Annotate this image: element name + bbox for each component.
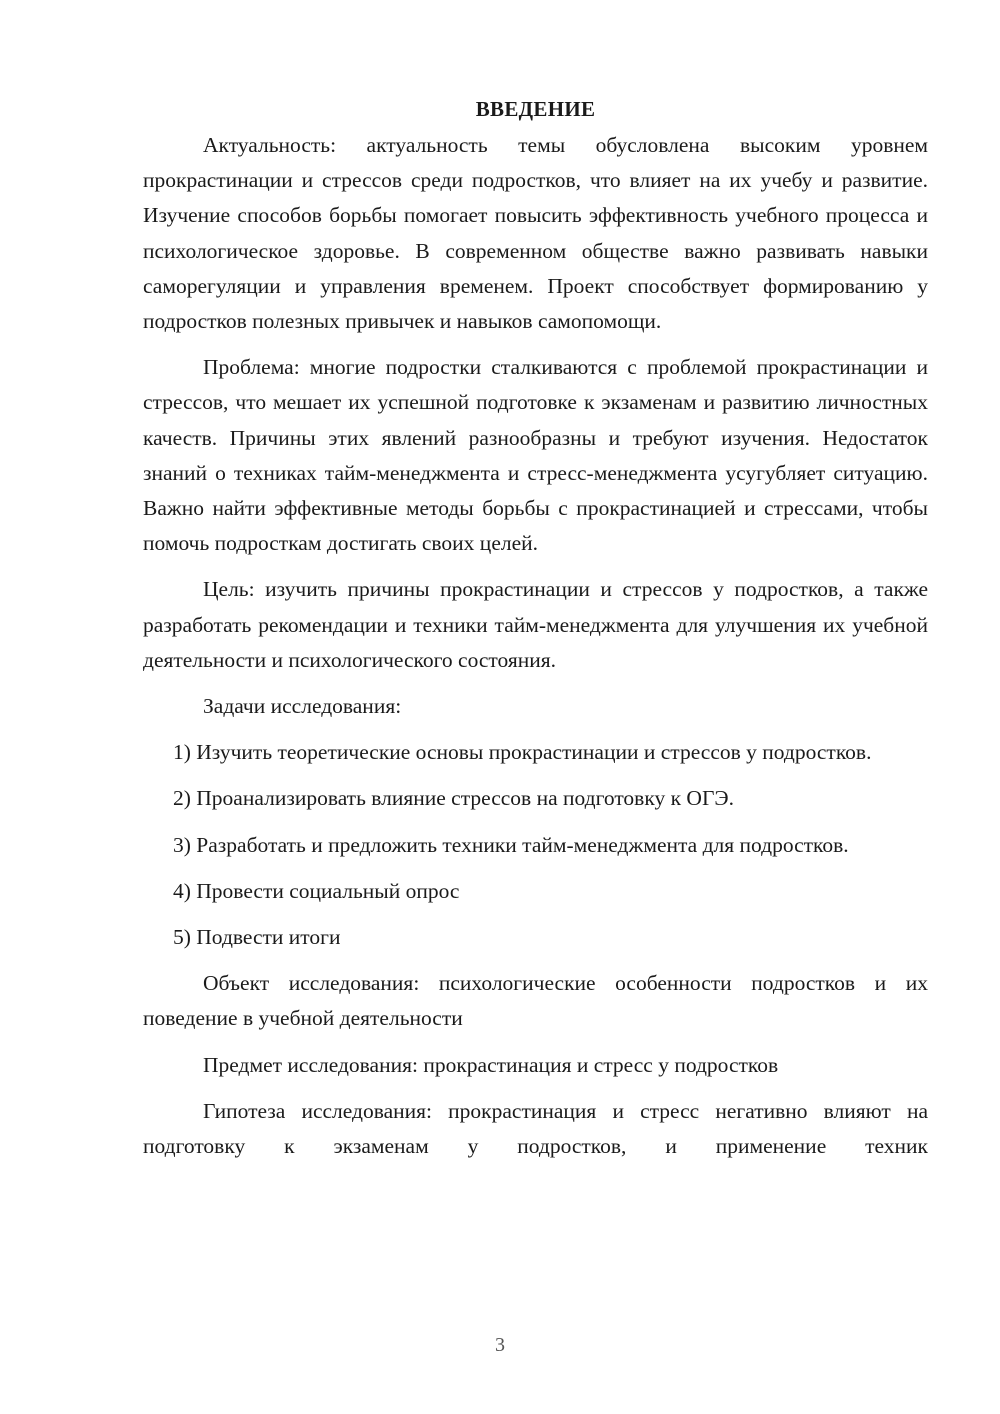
subject-paragraph: Предмет исследования: прокрастинация и стресс у подростков [203, 1052, 779, 1077]
tasks-heading: Задачи исследования: [203, 694, 402, 719]
page-number: 3 [495, 1334, 505, 1356]
problem-paragraph: Проблема: многие подростки сталкиваются с проблемой прокрастинации и стрессов, что мешает их успешной подготовке к экзаменам и развитию личностных качеств. Причины этих явлений разнообразны и требуют изучения. Недостаток знаний о техниках тайм-менеджмента и стресс-менеджмента усугубляет ситуацию. Важно найти эффективные методы борьбы с прокрастинацией и стрессами, чтобы помочь подросткам достигать своих целей. [143, 355, 928, 556]
section-title: ВВЕДЕНИЕ [475, 97, 596, 121]
document-page [143, 92, 928, 1164]
object-paragraph: Объект исследования: психологические особенности подростков и их поведение в учебной деятельности [143, 971, 928, 1031]
task-item-1: 1) Изучить теоретические основы прокрастинации и стрессов у подростков. [173, 740, 872, 765]
task-item-4: 4) Провести социальный опрос [173, 878, 460, 903]
task-item-2: 2) Проанализировать влияние стрессов на подготовку к ОГЭ. [173, 786, 734, 811]
task-item-5: 5) Подвести итоги [173, 925, 341, 950]
relevance-paragraph: Актуальность: актуальность темы обусловлена высоким уровнем прокрастинации и стрессов среди подростков, что влияет на их учебу и развитие. Изучение способов борьбы помогает повысить эффективность учебного процесса и психологическое здоровье. В современном обществе важно развивать навыки саморегуляции и управления временем. Проект способствует формированию у подростков полезных привычек и навыков самопомощи. [143, 133, 928, 334]
task-item-3: 3) Разработать и предложить техники тайм-менеджмента для подростков. [173, 832, 849, 857]
hypothesis-paragraph: Гипотеза исследования: прокрастинация и стресс негативно влияют на подготовку к экзаменам у подростков, и применение техник [143, 1098, 928, 1159]
goal-paragraph: Цель: изучить причины прокрастинации и стрессов у подростков, а также разработать рекомендации и техники тайм-менеджмента для улучшения их учебной деятельности и психологического состояния. [143, 577, 928, 672]
